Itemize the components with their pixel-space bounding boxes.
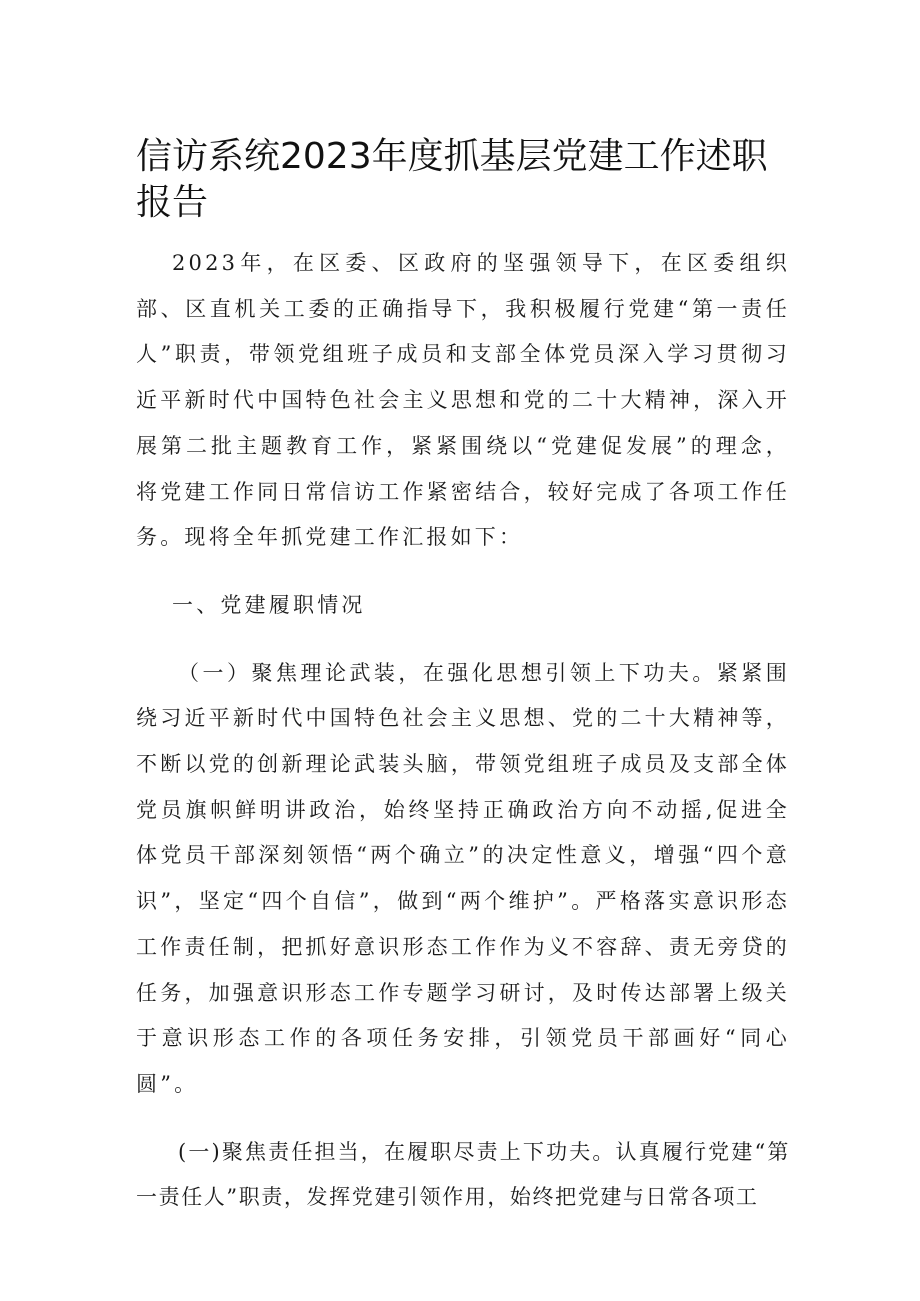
intro-paragraph: 2023年，在区委、区政府的坚强领导下，在区委组织部、区直机关工委的正确指导下，我积极履行党建“第一责任人”职责，带领党组班子成员和支部全体党员深入学习贯彻习近平新时代中国特色社会主义思想和党的二十大精神，深入开展第二批主题教育工作，紧紧围绕以“党建促发展”的理念，将党建工作同日常信访工作紧密结合，较好完成了各项工作任务。现将全年抓党建工作汇报如下： xyxy=(136,251,790,550)
subsection-paragraph-2: (一)聚焦责任担当，在履职尽责上下功夫。认真履行党建“第一责任人”职责，发挥党建引领作用，始终把党建与日常各项工 xyxy=(136,1139,790,1210)
document-body xyxy=(136,241,790,1221)
document-title: 信访系统2023年度抓基层党建工作述职报告 xyxy=(136,136,768,223)
subsection-paragraph-1: （一）聚焦理论武装，在强化思想引领上下功夫。紧紧围绕习近平新时代中国特色社会主义思想、党的二十大精神等，不断以党的创新理论武装头脑，带领党组班子成员及支部全体党员旗帜鲜明讲政治，始终坚持正确政治方向不动摇,促进全体党员干部深刻领悟“两个确立”的决定性意义，增强“四个意识”，坚定“四个自信”，做到“两个维护”。严格落实意识形态工作责任制，把抓好意识形态工作作为义不容辞、责无旁贷的任务，加强意识形态工作专题学习研讨，及时传达部署上级关于意识形态工作的各项任务安排，引领党员干部画好“同心圆”。 xyxy=(136,660,790,1096)
section-heading: 一、党建履职情况 xyxy=(172,592,366,617)
